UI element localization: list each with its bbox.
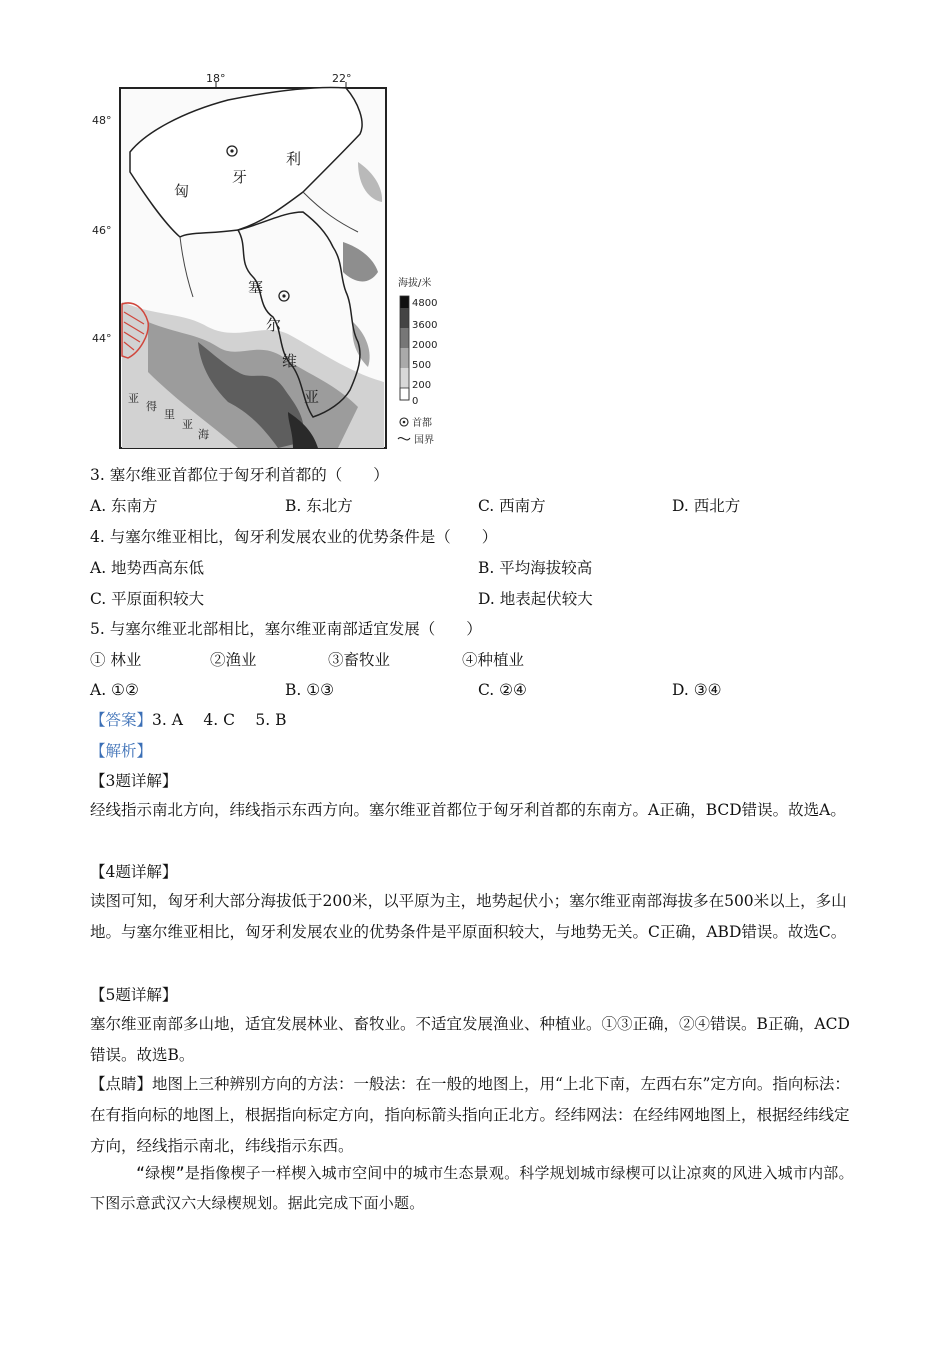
- legend-level-0: 0: [412, 396, 419, 407]
- q4-stem: 4. 与塞尔维亚相比，匈牙利发展农业的优势条件是（ ）: [90, 528, 498, 546]
- q5-item-1: ① 林业: [90, 651, 142, 669]
- hungary-label-2: 牙: [232, 168, 248, 186]
- q3-option-a[interactable]: A. 东南方: [90, 497, 158, 515]
- hungary-serbia-map: [88, 72, 448, 452]
- answer-tag: 【答案】: [90, 711, 153, 729]
- q5-stem: 5. 与塞尔维亚北部相比，塞尔维亚南部适宜发展（ ）: [90, 620, 482, 638]
- legend-level-3600: 3600: [412, 320, 438, 331]
- serbia-label-3: 维: [282, 352, 298, 370]
- tip-text: 地图上三种辨别方向的方法：一般法：在一般的地图上，用“上北下南，左西右东”定方向。指向标法：在有指向标的地图上，根据指向标定方向，指向标箭头指向正北方。经纬网法：在经纬网地图上，根据经纬线定方向，经线指示南北，纬线指示东西。: [90, 1075, 850, 1155]
- legend-border: 国界: [414, 435, 434, 446]
- q3-option-d[interactable]: D. 西北方: [672, 497, 741, 515]
- map-legend: [398, 276, 437, 446]
- q3-option-b[interactable]: B. 东北方: [285, 497, 353, 515]
- q3-stem: 3. 塞尔维亚首都位于匈牙利首都的（ ）: [90, 466, 389, 484]
- serbia-label-1: 塞: [248, 278, 264, 296]
- next-passage: [90, 1158, 862, 1218]
- analysis-tag: 【解析】: [90, 742, 153, 760]
- q4-option-a[interactable]: A. 地势西高东低: [90, 559, 205, 577]
- legend-capital: 首都: [412, 418, 432, 429]
- d5-tag: 【5题详解】: [90, 986, 178, 1004]
- answer-text: 3. A 4. C 5. B: [152, 711, 287, 729]
- sea-label-1: 亚: [128, 392, 139, 405]
- map-figure: [88, 72, 448, 452]
- q4-option-c[interactable]: C. 平原面积较大: [90, 590, 205, 608]
- q5-option-a[interactable]: A. ①②: [90, 681, 139, 699]
- hungary-label-1: 匈: [174, 182, 190, 200]
- serbia-label-2: 尔: [266, 316, 282, 334]
- d4-text: 读图可知，匈牙利大部分海拔低于200米，以平原为主，地势起伏小；塞尔维亚南部海拔多在500米以上，多山地。与塞尔维亚相比，匈牙利发展农业的优势条件是平原面积较大，与地势无关。C正确，ABD错误。故选C。: [90, 892, 847, 941]
- sea-label-4: 亚: [182, 418, 193, 431]
- lon-label-18: 18°: [206, 72, 226, 85]
- sea-label-5: 海: [198, 428, 209, 441]
- q4-option-d[interactable]: D. 地表起伏较大: [478, 590, 593, 608]
- lat-label-48: 48°: [92, 114, 112, 127]
- hungary-label-3: 利: [286, 150, 302, 168]
- tip-paragraph: [90, 1069, 862, 1162]
- d3-tag: 【3题详解】: [90, 772, 178, 790]
- tip-tag: 【点睛】: [90, 1075, 153, 1093]
- q3-option-c[interactable]: C. 西南方: [478, 497, 546, 515]
- legend-level-500: 500: [412, 360, 432, 371]
- sea-label-2: 得: [146, 400, 157, 413]
- lat-label-44: 44°: [92, 332, 112, 345]
- q5-option-d[interactable]: D. ③④: [672, 681, 722, 699]
- passage-text: “绿楔”是指像楔子一样楔入城市空间中的城市生态景观。科学规划城市绿楔可以让凉爽的风进入城市内部。下图示意武汉六大绿楔规划。据此完成下面小题。: [90, 1164, 854, 1212]
- serbia-label-4: 亚: [304, 388, 320, 406]
- q5-item-4: ④种植业: [462, 651, 525, 669]
- lat-label-46: 46°: [92, 224, 112, 237]
- legend-level-2000: 2000: [412, 340, 438, 351]
- legend-title: 海拔/米: [398, 278, 432, 289]
- q5-option-c[interactable]: C. ②④: [478, 681, 527, 699]
- sea-label-3: 里: [164, 408, 175, 421]
- q5-option-b[interactable]: B. ①③: [285, 681, 335, 699]
- q5-item-2: ②渔业: [210, 651, 257, 669]
- legend-level-4800: 4800: [412, 298, 438, 309]
- lon-label-22: 22°: [332, 72, 352, 85]
- q5-item-3: ③畜牧业: [328, 651, 391, 669]
- d4-tag: 【4题详解】: [90, 863, 178, 881]
- d5-text: 塞尔维亚南部多山地，适宜发展林业、畜牧业。不适宜发展渔业、种植业。①③正确，②④错误。B正确，ACD错误。故选B。: [90, 1015, 850, 1064]
- q4-option-b[interactable]: B. 平均海拔较高: [478, 559, 593, 577]
- d3-text: 经线指示南北方向，纬线指示东西方向。塞尔维亚首都位于匈牙利首都的东南方。A正确，BCD错误。故选A。: [90, 801, 846, 819]
- legend-level-200: 200: [412, 380, 432, 391]
- answer-line: [90, 709, 286, 731]
